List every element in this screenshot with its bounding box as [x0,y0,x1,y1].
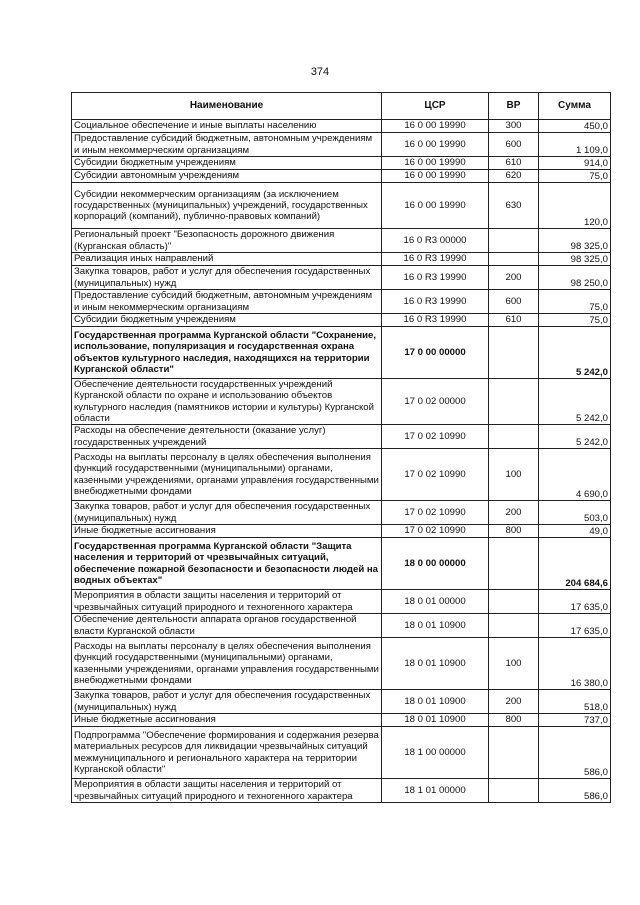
cell-vr [489,253,539,266]
cell-csr: 18 0 01 10900 [382,614,489,638]
cell-vr: 200 [489,501,539,525]
table-row [72,379,611,425]
cell-name: Обеспечение деятельности государственных учреждений Курганской области по охране и использованию объектов культурного наследия (памятников истории и культуры) Курганской области [72,379,382,425]
cell-sum: 120,0 [539,183,611,229]
table-row [72,714,611,727]
header-vr: ВР [489,93,539,120]
cell-sum: 914,0 [539,157,611,170]
table-row [72,538,611,590]
cell-vr: 630 [489,183,539,229]
cell-csr: 18 1 00 00000 [382,727,489,779]
cell-sum: 98 325,0 [539,253,611,266]
cell-sum: 5 242,0 [539,379,611,425]
cell-csr: 18 0 01 10900 [382,690,489,714]
cell-sum: 75,0 [539,170,611,183]
cell-vr: 100 [489,449,539,501]
cell-sum: 450,0 [539,120,611,133]
cell-vr [489,779,539,803]
cell-vr [489,327,539,379]
cell-csr: 18 0 01 10900 [382,638,489,690]
cell-csr: 17 0 00 00000 [382,327,489,379]
table-row [72,327,611,379]
cell-name: Расходы на выплаты персоналу в целях обеспечения выполнения функций государственными (муниципальными) органами, казенными учреждениями, органами управления государственными внебюджетными фондами [72,449,382,501]
cell-name: Обеспечение деятельности аппарата органов государственной власти Курганской области [72,614,382,638]
cell-csr: 16 0 R3 19990 [382,314,489,327]
cell-name: Социальное обеспечение и иные выплаты населению [72,120,382,133]
cell-csr: 17 0 02 00000 [382,379,489,425]
cell-sum: 17 635,0 [539,614,611,638]
cell-csr: 17 0 02 10990 [382,425,489,449]
header-name: Наименование [72,93,382,120]
cell-name: Закупка товаров, работ и услуг для обеспечения государственных (муниципальных) нужд [72,690,382,714]
cell-csr: 16 0 00 19990 [382,170,489,183]
cell-csr: 17 0 02 10990 [382,501,489,525]
cell-name: Мероприятия в области защиты населения и территорий от чрезвычайных ситуаций природного и техногенного характера [72,779,382,803]
cell-name: Субсидии бюджетным учреждениям [72,314,382,327]
cell-vr [489,590,539,614]
cell-sum: 5 242,0 [539,425,611,449]
cell-name: Расходы на выплаты персоналу в целях обеспечения выполнения функций государственными (муниципальными) органами, казенными учреждениями, органами управления государственными внебюджетными фондами [72,638,382,690]
table-row [72,183,611,229]
cell-vr: 800 [489,525,539,538]
cell-vr [489,727,539,779]
table-row [72,253,611,266]
cell-name: Предоставление субсидий бюджетным, автономным учреждениям и иным некоммерческим организациям [72,133,382,157]
cell-vr: 600 [489,133,539,157]
header-sum: Сумма [539,93,611,120]
cell-vr: 620 [489,170,539,183]
cell-sum: 1 109,0 [539,133,611,157]
cell-vr: 100 [489,638,539,690]
cell-csr: 16 0 R3 19990 [382,266,489,290]
cell-csr: 16 0 R3 19990 [382,290,489,314]
cell-name: Субсидии бюджетным учреждениям [72,157,382,170]
cell-csr: 16 0 00 19990 [382,183,489,229]
cell-sum: 49,0 [539,525,611,538]
table-row [72,727,611,779]
cell-name: Иные бюджетные ассигнования [72,525,382,538]
cell-sum: 98 325,0 [539,229,611,253]
cell-csr: 16 0 R3 00000 [382,229,489,253]
cell-name: Иные бюджетные ассигнования [72,714,382,727]
cell-csr: 16 0 00 19990 [382,120,489,133]
cell-vr [489,538,539,590]
cell-sum: 98 250,0 [539,266,611,290]
cell-sum: 5 242,0 [539,327,611,379]
cell-name: Реализация иных направлений [72,253,382,266]
cell-vr: 800 [489,714,539,727]
cell-name: Расходы на обеспечение деятельности (оказание услуг) государственных учреждений [72,425,382,449]
cell-vr [489,425,539,449]
cell-csr: 18 1 01 00000 [382,779,489,803]
table-row [72,120,611,133]
cell-vr: 610 [489,157,539,170]
cell-csr: 18 0 01 10900 [382,714,489,727]
cell-vr: 200 [489,690,539,714]
cell-sum: 586,0 [539,779,611,803]
cell-vr [489,229,539,253]
page-number: 374 [310,66,330,78]
cell-name: Региональный проект "Безопасность дорожного движения (Курганская область)" [72,229,382,253]
table-row [72,170,611,183]
table-row [72,290,611,314]
cell-vr: 600 [489,290,539,314]
cell-sum: 16 380,0 [539,638,611,690]
cell-csr: 18 0 01 00000 [382,590,489,614]
table-row [72,638,611,690]
cell-sum: 737,0 [539,714,611,727]
cell-sum: 4 690,0 [539,449,611,501]
table-header-row [72,93,611,120]
table-row [72,266,611,290]
cell-csr: 16 0 R3 19990 [382,253,489,266]
table-body [72,120,611,803]
cell-sum: 518,0 [539,690,611,714]
cell-vr: 610 [489,314,539,327]
cell-sum: 503,0 [539,501,611,525]
cell-csr: 16 0 00 19990 [382,133,489,157]
header-csr: ЦСР [382,93,489,120]
table-row [72,501,611,525]
table-row [72,690,611,714]
cell-vr [489,379,539,425]
cell-name: Государственная программа Курганской области "Сохранение, использование, популяризация и государственная охрана объектов культурного наследия, находящихся на территории Курганской области" [72,327,382,379]
cell-sum: 75,0 [539,290,611,314]
cell-name: Субсидии некоммерческим организациям (за исключением государственных (муниципальных) учреждений, государственных корпораций (компаний), публично-правовых компаний) [72,183,382,229]
cell-vr: 200 [489,266,539,290]
cell-sum: 17 635,0 [539,590,611,614]
table-row [72,779,611,803]
table-row [72,590,611,614]
cell-vr: 300 [489,120,539,133]
cell-name: Субсидии автономным учреждениям [72,170,382,183]
cell-sum: 75,0 [539,314,611,327]
table-row [72,525,611,538]
cell-csr: 17 0 02 10990 [382,525,489,538]
cell-csr: 17 0 02 10990 [382,449,489,501]
table-row [72,614,611,638]
table-row [72,425,611,449]
table-row [72,157,611,170]
cell-vr [489,614,539,638]
cell-name: Предоставление субсидий бюджетным, автономным учреждениям и иным некоммерческим организациям [72,290,382,314]
table-row [72,229,611,253]
table-row [72,449,611,501]
cell-csr: 16 0 00 19990 [382,157,489,170]
cell-name: Подпрограмма "Обеспечение формирования и содержания резерва материальных ресурсов для ликвидации чрезвычайных ситуаций межмуниципального и регионального характера на территории Курганской области" [72,727,382,779]
cell-name: Государственная программа Курганской области "Защита населения и территорий от чрезвычайных ситуаций, обеспечение пожарной безопасности и безопасности людей на водных объектах" [72,538,382,590]
budget-table [71,92,611,803]
cell-name: Закупка товаров, работ и услуг для обеспечения государственных (муниципальных) нужд [72,501,382,525]
table-row [72,314,611,327]
cell-sum: 586,0 [539,727,611,779]
table-row [72,133,611,157]
cell-csr: 18 0 00 00000 [382,538,489,590]
cell-name: Закупка товаров, работ и услуг для обеспечения государственных (муниципальных) нужд [72,266,382,290]
cell-sum: 204 684,6 [539,538,611,590]
cell-name: Мероприятия в области защиты населения и территорий от чрезвычайных ситуаций природного и техногенного характера [72,590,382,614]
